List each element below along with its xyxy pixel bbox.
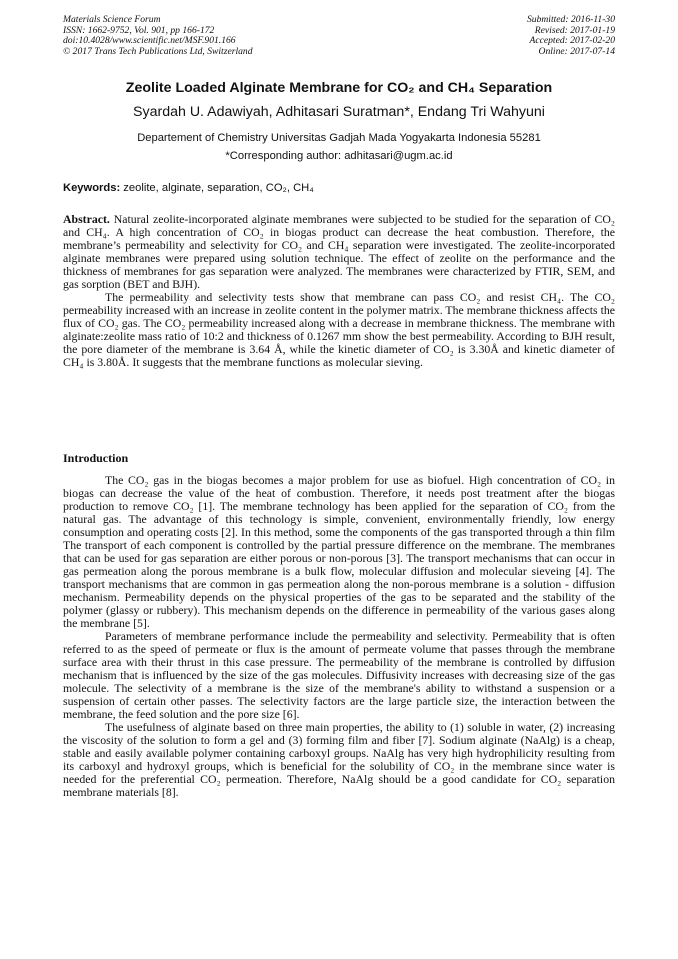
corresponding-author: *Corresponding author: adhitasari@ugm.ac.id — [225, 150, 453, 162]
date-online: Online: 2017-07-14 — [538, 45, 615, 57]
abstract-label: Abstract. — [63, 212, 110, 226]
abstract-section — [63, 213, 615, 369]
abstract-paragraph-1 — [63, 213, 615, 291]
date-submitted: Submitted: 2016-11-30 — [526, 14, 615, 25]
abstract-text-1: Natural zeolite-incorporated alginate membranes were subjected to be studied for the separation of CO₂ and CH₄. A high concentration of CO₂ in biogas product can decrease the heat combustion. Therefore, the membrane’s permeability and selectivity for CO₂ and CH₄ separation were investigated. The zeolite-incorporated alginate membranes were prepared using solution technique. The effect of zeolite on the performance and the thickness of membranes for gas separation were analyzed. The membranes were characterized by FTIR, SEM, and gas sorption (BET and BJH). — [63, 212, 615, 291]
intro-paragraph-1: The CO₂ gas in the biogas becomes a major problem for use as biofuel. High concentration of CO₂ in biogas can decrease the value of the heat of combustion. Therefore, it needs post treatment after the biogas production to remove CO₂ [1]. The membrane technology has been applied for the separation of CO₂ from the natural gas. The advantage of this technology is simple, convenient, environmentally friendly, low energy consumption and operating costs [2]. In this method, some the components of the gas transported through a thin film The transport of each component is controlled by the partial pressure difference on the membrane. The membranes that can be used for gas separation are either porous or non-porous [3]. The transport mechanisms that can occur in gas permeation along the porous membrane is a bulk flow, molecular diffusion and molecular sieveing [4]. The transport mechanisms that are common in gas permeation along the non-porous membrane is a solution - diffusion mechanism. Permeability depends on the physical properties of the gas to be separated and the stability of the polymer (glassy or rubbery). This mechanism depends on the difference in permeability of the various gases along the membrane [5]. — [63, 473, 615, 630]
journal-name: Materials Science Forum — [63, 14, 161, 25]
keywords-label: Keywords: — [63, 182, 121, 194]
date-accepted: Accepted: 2017-02-20 — [529, 35, 615, 47]
journal-doi: doi:10.4028/www.scientific.net/MSF.901.166 — [63, 35, 236, 47]
paper-title: Zeolite Loaded Alginate Membrane for CO₂ and CH₄ Separation — [125, 80, 553, 96]
intro-paragraph-2: Parameters of membrane performance include the permeability and selectivity. Permeability that is often referred to as the speed of permeate or flux is the amount of permeate volume that passes through the membrane surface area with their thrust in this case pressure. The permeability of the membrane is controlled by diffusion mechanism that is influenced by the size of the gas molecules. Diffusivity increases with decreasing size of the gas molecule. The selectivity of a membrane is the size of the membrane's ability to withstand a suspension or a suspension of certain other passes. The selectivity factors are the large particle size, the interaction between the membrane, the feed solution and the pore size [6]. — [63, 629, 615, 721]
author-affiliation: Departement of Chemistry Universitas Gadjah Mada Yogyakarta Indonesia 55281 — [137, 132, 541, 144]
introduction-section — [63, 474, 615, 799]
paper-authors: Syardah U. Adawiyah, Adhitasari Suratman*, Endang Tri Wahyuni — [133, 104, 545, 120]
keywords-line — [63, 182, 314, 194]
date-revised: Revised: 2017-01-19 — [534, 24, 615, 36]
section-heading-introduction: Introduction — [63, 451, 129, 465]
intro-paragraph-3: The usefulness of alginate based on three main properties, the ability to (1) soluble in water, (2) increasing the viscosity of the solution to form a gel and (3) forming film and fiber [7]. Sodium alginate (NaAlg) is a cheap, stable and easily available polymer containing carboxyl groups. NaAlg has very high hydrophilicity resulting from its carboxyl and hydroxyl groups, which is beneficial for the solubility of CO₂ in the membrane since water is needed for the preferential CO₂ permeation. Therefore, NaAlg should be a good candidate for CO₂ separation membrane materials [8]. — [63, 720, 615, 799]
abstract-paragraph-2: The permeability and selectivity tests show that membrane can pass CO₂ and resist CH₄. The CO₂ permeability increased with an increase in zeolite content in the polymer matrix. The membrane thickness affects the flux of CO₂ gas. The CO₂ permeability increased along with a decrease in membrane thickness. The membrane with alginate:zeolite mass ratio of 10:2 and thickness of 0.1267 mm show the best permeability. According to BJH result, the pore diameter of the membrane is 3.64 Å, while the kinetic diameter of CO₂ is 3.30Å and kinetic diameter of CH₄ is 3.80Å. It suggests that the membrane functions as molecular sieving. — [63, 290, 615, 369]
journal-issn: ISSN: 1662-9752, Vol. 901, pp 166-172 — [63, 24, 215, 36]
submission-dates-header — [527, 15, 615, 57]
keywords-text: zeolite, alginate, separation, CO₂, CH₄ — [120, 182, 314, 194]
journal-info-header — [63, 15, 253, 57]
journal-copyright: © 2017 Trans Tech Publications Ltd, Switzerland — [63, 45, 253, 57]
